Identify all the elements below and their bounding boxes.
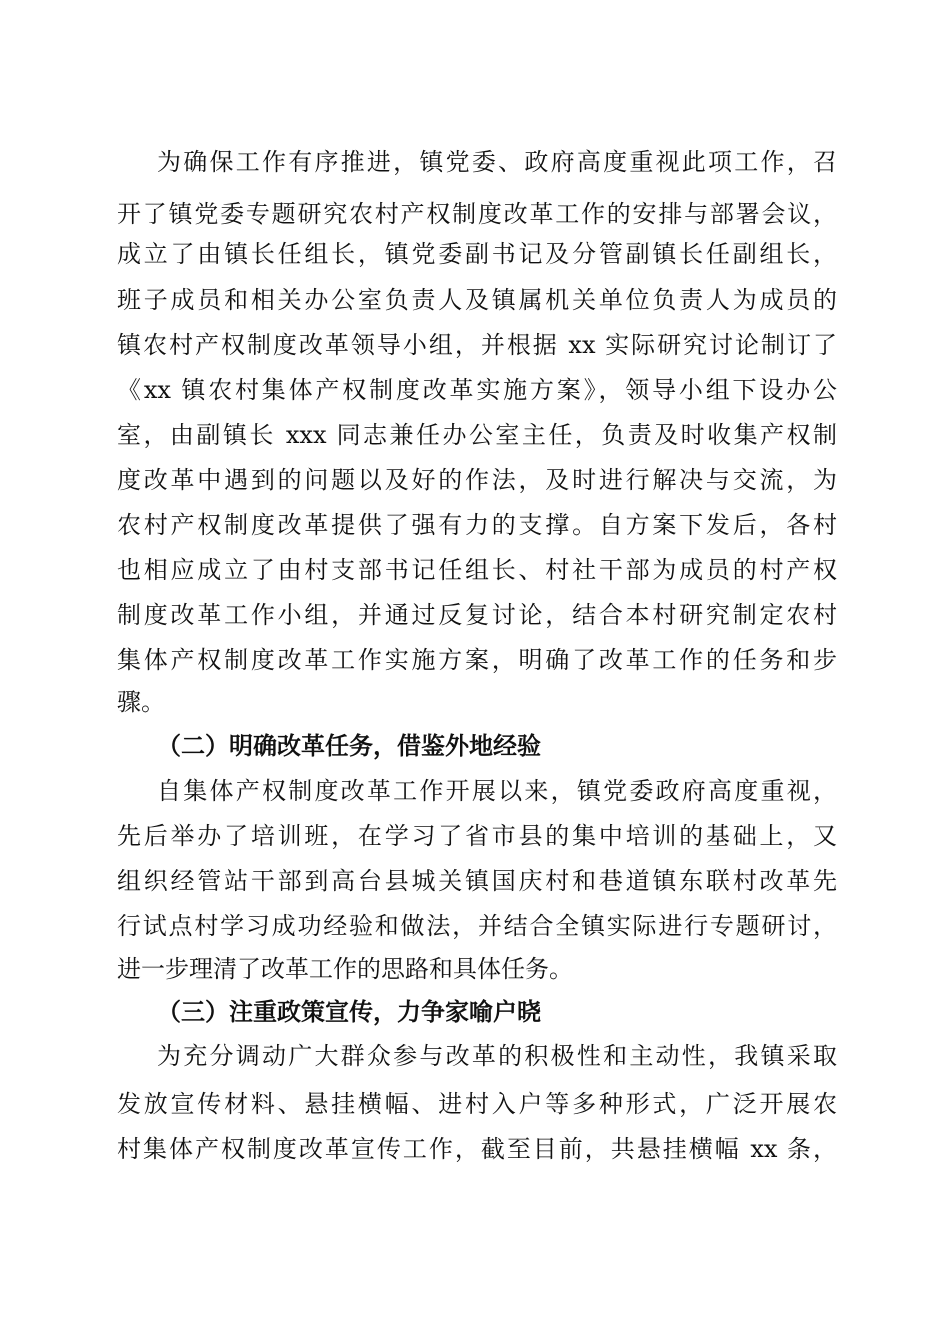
paragraph-line: 自集体产权制度改革工作开展以来，镇党委政府高度重视， (157, 777, 837, 805)
paragraph-line: 行试点村学习成功经验和做法，并结合全镇实际进行专题研讨， (117, 912, 837, 940)
paragraph-line: 室，由副镇长 xxx 同志兼任办公室主任，负责及时收集产权制 (117, 421, 837, 449)
paragraph-line: 也相应成立了由村支部书记任组长、村社干部为成员的村产权 (117, 556, 837, 584)
paragraph-line: 组织经管站干部到高台县城关镇国庆村和巷道镇东联村改革先 (117, 867, 837, 895)
paragraph-line: 为确保工作有序推进，镇党委、政府高度重视此项工作，召 (157, 148, 837, 176)
paragraph-line: 制度改革工作小组，并通过反复讨论，结合本村研究制定农村 (117, 601, 837, 629)
paragraph-line: 骤。 (117, 688, 165, 716)
paragraph-line: 农村产权制度改革提供了强有力的支撑。自方案下发后，各村 (117, 511, 837, 539)
paragraph-line: 先后举办了培训班，在学习了省市县的集中培训的基础上，又 (117, 822, 837, 850)
section-heading: （三）注重政策宣传，力争家喻户晓 (157, 998, 541, 1026)
paragraph-line: 开了镇党委专题研究农村产权制度改革工作的安排与部署会议， (117, 200, 837, 228)
paragraph-line: 度改革中遇到的问题以及好的作法，及时进行解决与交流，为 (117, 466, 837, 494)
section-heading: （二）明确改革任务，借鉴外地经验 (157, 732, 541, 760)
paragraph-line: 村集体产权制度改革宣传工作，截至目前，共悬挂横幅 xx 条， (117, 1135, 837, 1163)
paragraph-line: 进一步理清了改革工作的思路和具体任务。 (117, 955, 573, 983)
paragraph-line: 发放宣传材料、悬挂横幅、进村入户等多种形式，广泛开展农 (117, 1090, 837, 1118)
paragraph-line: 《xx 镇农村集体产权制度改革实施方案》，领导小组下设办公 (117, 376, 837, 404)
paragraph-line: 镇农村产权制度改革领导小组，并根据 xx 实际研究讨论制订了 (117, 331, 837, 359)
paragraph-line: 为充分调动广大群众参与改革的积极性和主动性，我镇采取 (157, 1042, 837, 1070)
paragraph-line: 班子成员和相关办公室负责人及镇属机关单位负责人为成员的 (117, 286, 837, 314)
paragraph-line: 成立了由镇长任组长，镇党委副书记及分管副镇长任副组长， (117, 240, 837, 268)
paragraph-line: 集体产权制度改革工作实施方案，明确了改革工作的任务和步 (117, 646, 837, 674)
